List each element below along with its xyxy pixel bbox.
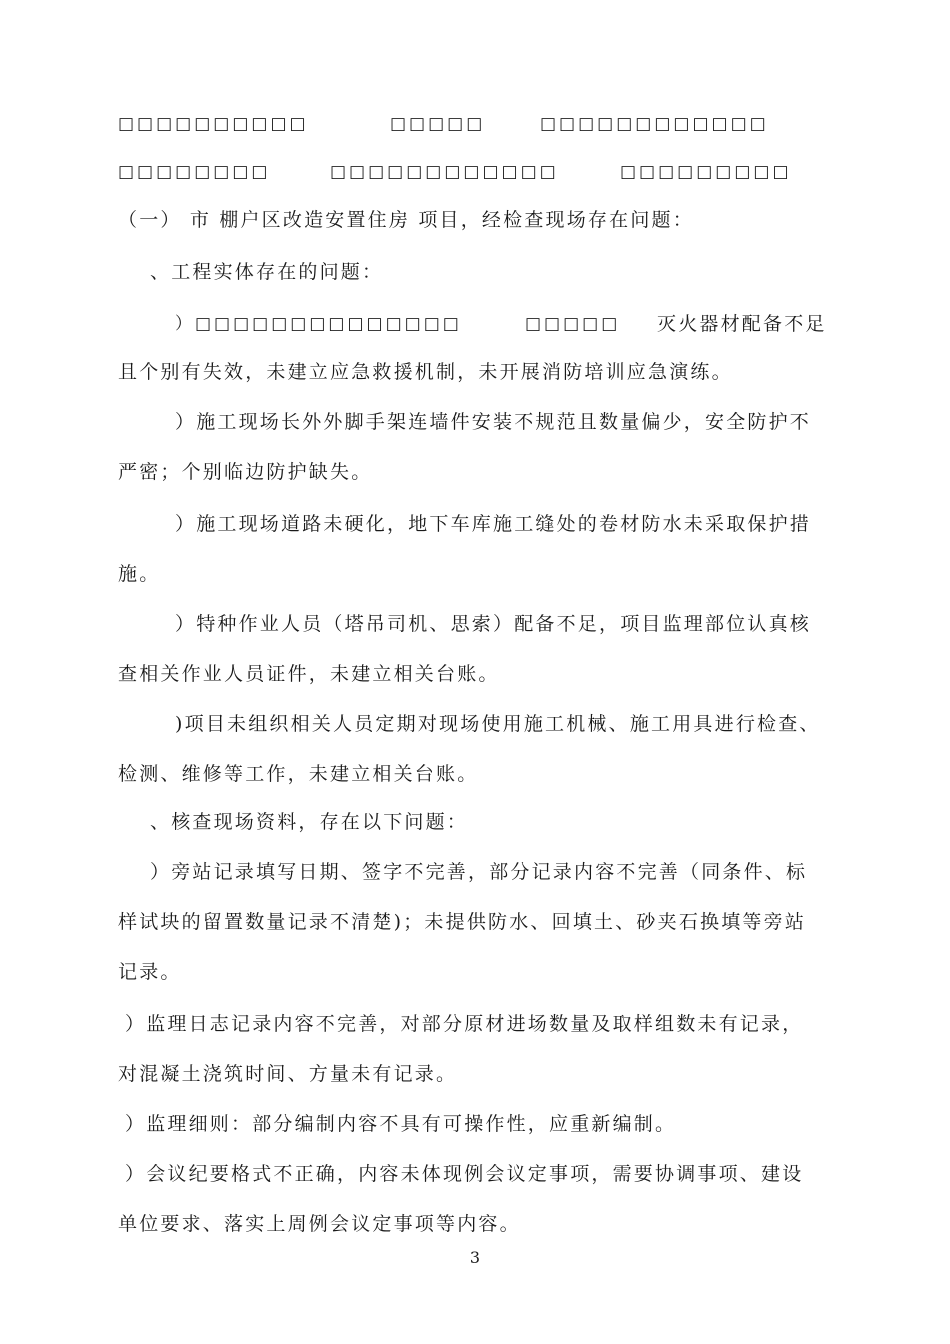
page-number: 3 — [469, 1248, 481, 1267]
paragraph-line: 且个别有失效，未建立应急救援机制，未开展消防培训应急演练。 — [118, 361, 733, 383]
paragraph-line: ）特种作业人员（塔吊司机、思索）配备不足，项目监理部位认真核 — [175, 613, 812, 635]
garbled-text: □□□□□ — [525, 314, 621, 334]
subsection-heading: 、工程实体存在的问题： — [150, 261, 384, 283]
garbled-text: □□□□□ — [390, 114, 486, 134]
garbled-text: □□□□□□□□□□ — [118, 114, 309, 134]
paragraph-line: 查相关作业人员证件，未建立相关台账。 — [118, 663, 500, 685]
paragraph-line: 灭火器材配备不足 — [657, 313, 827, 335]
paragraph-line: ）旁站记录填写日期、签字不完善，部分记录内容不完善（同条件、标 — [150, 861, 808, 883]
paragraph-line: 样试块的留置数量记录不清楚)；未提供防水、回填土、砂夹石换填等旁站 — [118, 911, 807, 933]
paragraph-line: ）监理日志记录内容不完善，对部分原材进场数量及取样组数未有记录， — [125, 1013, 804, 1035]
garbled-text: □□□□□□□□ — [118, 162, 271, 182]
section-heading: （一） 市 棚户区改造安置住房 项目，经检查现场存在问题： — [118, 209, 694, 231]
garbled-text: ）□□□□□□□□□□□□□□ — [175, 314, 462, 334]
subsection-heading: 、核查现场资料，存在以下问题： — [150, 811, 469, 833]
paragraph-line: ）施工现场长外外脚手架连墙件安装不规范且数量偏少，安全防护不 — [175, 411, 812, 433]
garbled-text: □□□□□□□□□□□□ — [330, 162, 559, 182]
paragraph-line: 对混凝土浇筑时间、方量未有记录。 — [118, 1063, 458, 1085]
paragraph-line: ）会议纪要格式不正确，内容未体现例会议定事项，需要协调事项、建设 — [125, 1163, 804, 1185]
paragraph-line: 检测、维修等工作，未建立相关台账。 — [118, 763, 479, 785]
paragraph-line: 记录。 — [118, 961, 182, 983]
paragraph-line: 严密；个别临边防护缺失。 — [118, 461, 373, 483]
paragraph-line: ）监理细则：部分编制内容不具有可操作性，应重新编制。 — [125, 1113, 677, 1135]
paragraph-line: )项目未组织相关人员定期对现场使用施工机械、施工用具进行检查、 — [175, 713, 821, 735]
paragraph-line: 施。 — [118, 563, 161, 585]
garbled-text: □□□□□□□□□□□□ — [540, 114, 769, 134]
paragraph-line: 单位要求、落实上周例会议定事项等内容。 — [118, 1213, 521, 1235]
garbled-text: □□□□□□□□□ — [620, 162, 792, 182]
paragraph-line: ）施工现场道路未硬化，地下车库施工缝处的卷材防水未采取保护措 — [175, 513, 812, 535]
